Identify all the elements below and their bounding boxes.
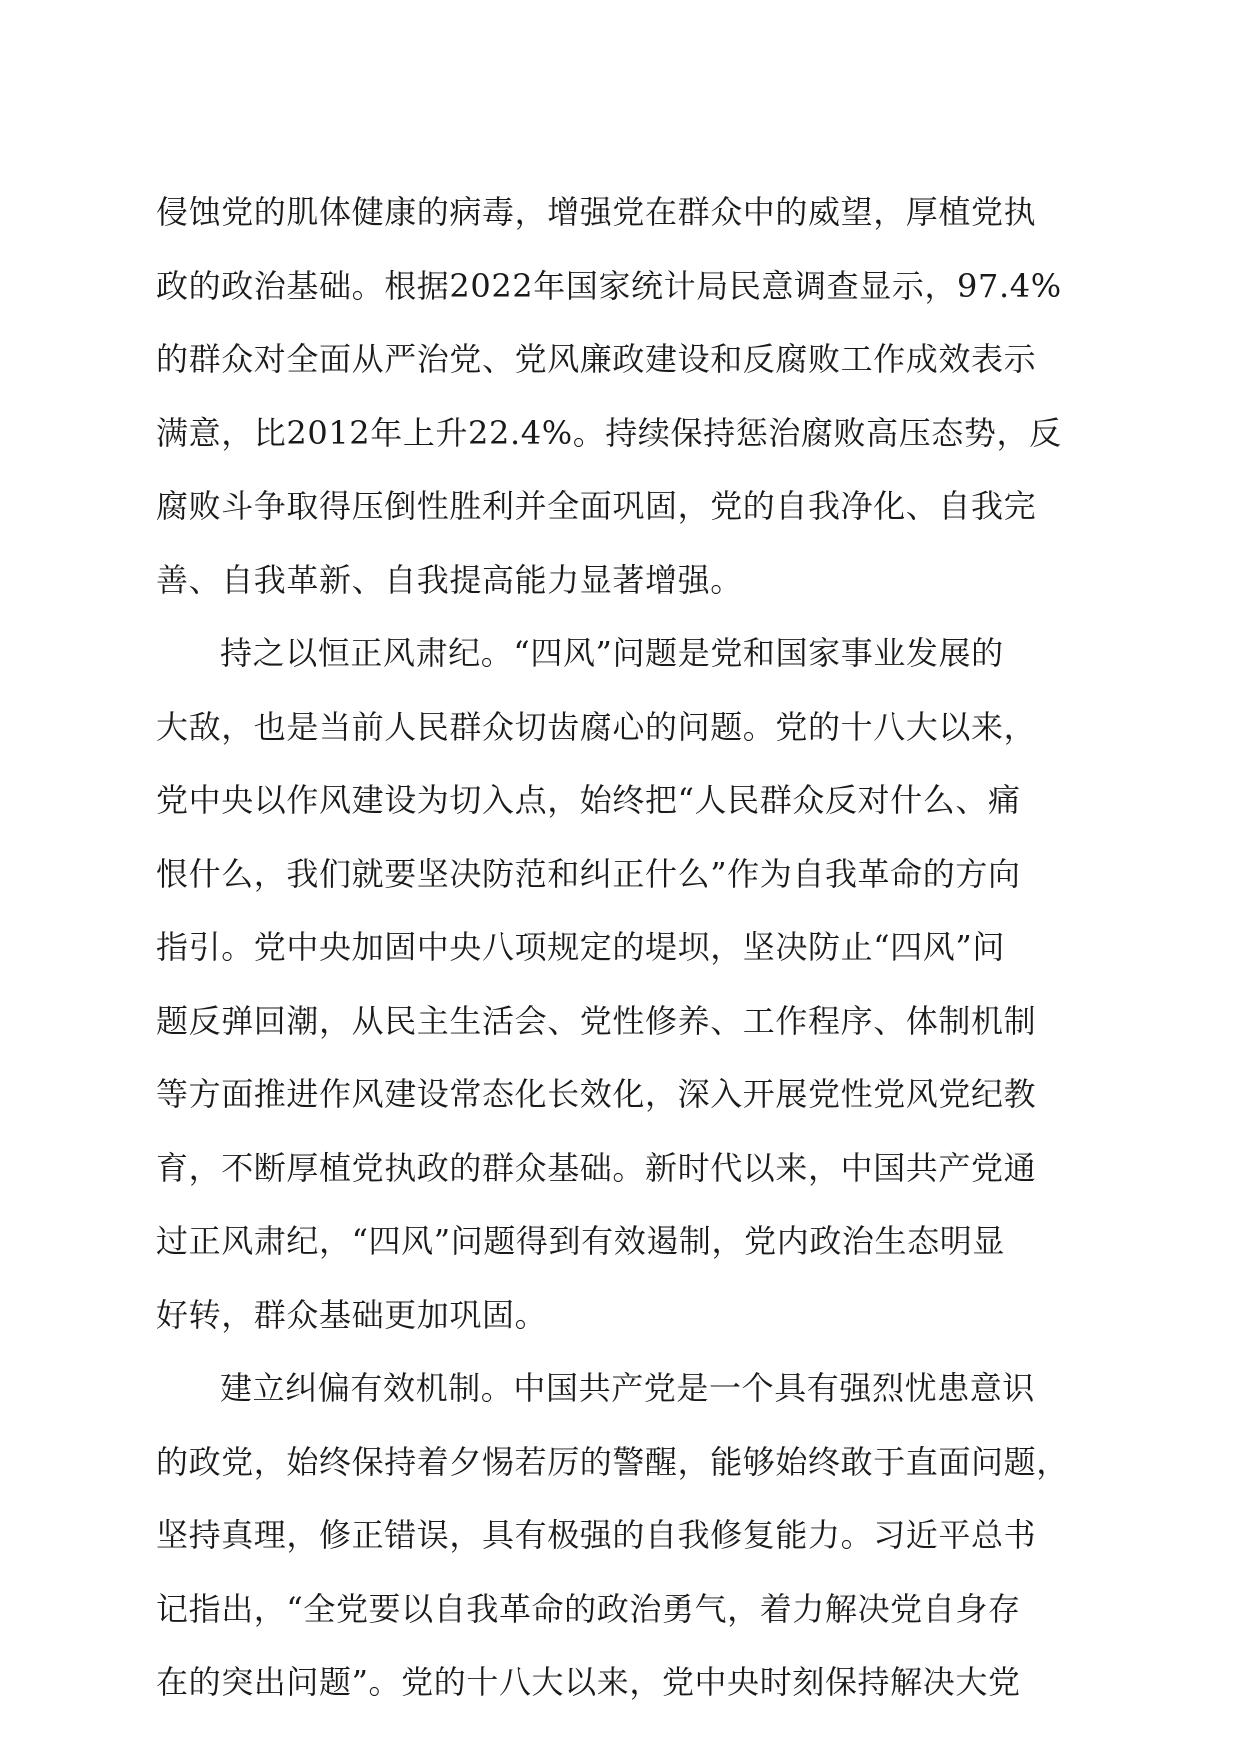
paragraph-1 [156, 176, 1084, 617]
text-line: 好转，群众基础更加巩固。 [156, 1295, 548, 1334]
text-line: 等方面推进作风建设常态化长效化，深入开展党性党风党纪教 [156, 1075, 1037, 1113]
text-line: 大敌，也是当前人民群众切齿腐心的问题。党的十八大以来， [156, 707, 1037, 746]
text-line: 善、自我革新、自我提高能力显著增强。 [156, 560, 743, 599]
text-line: 党中央以作风建设为切入点，始终把“人民群众反对什么、痛 [156, 781, 1021, 819]
text-line: 恨什么，我们就要坚决防范和纠正什么”作为自我革命的方向 [156, 854, 1021, 893]
text-line: 的政党，始终保持着夕惕若厉的警醒，能够始终敢于直面问题， [156, 1442, 1069, 1481]
paragraph-2 [156, 617, 1084, 1352]
text-line: 建立纠偏有效机制。中国共产党是一个具有强烈忧患意识 [220, 1369, 1036, 1407]
text-line: 过正风肃纪，“四风”问题得到有效遏制，党内政治生态明显 [156, 1222, 1005, 1260]
text-line: 侵蚀党的肌体健康的病毒，增强党在群众中的威望，厚植党执 [156, 193, 1037, 231]
text-line: 满意，比2012年上升22.4%。持续保持惩治腐败高压态势，反 [156, 413, 1062, 452]
text-line: 持之以恒正风肃纪。“四风”问题是党和国家事业发展的 [220, 634, 1004, 672]
text-line: 政的政治基础。根据2022年国家统计局民意调查显示，97.4% [156, 266, 1062, 305]
text-line: 在的突出问题”。党的十八大以来，党中央时刻保持解决大党 [156, 1663, 1021, 1701]
text-line: 指引。党中央加固中央八项规定的堤坝，坚决防止“四风”问 [156, 928, 1005, 966]
text-line: 育，不断厚植党执政的群众基础。新时代以来，中国共产党通 [156, 1148, 1037, 1187]
text-line: 坚持真理，修正错误，具有极强的自我修复能力。习近平总书 [156, 1516, 1037, 1554]
text-line: 的群众对全面从严治党、党风廉政建设和反腐败工作成效表示 [156, 340, 1037, 378]
text-line: 题反弹回潮，从民主生活会、党性修养、工作程序、体制机制 [156, 1001, 1037, 1040]
paragraph-3 [156, 1352, 1084, 1720]
text-line: 腐败斗争取得压倒性胜利并全面巩固，党的自我净化、自我完 [156, 487, 1037, 525]
text-line: 记指出，“全党要以自我革命的政治勇气，着力解决党自身存 [156, 1589, 1021, 1628]
body-text [156, 176, 1084, 1720]
